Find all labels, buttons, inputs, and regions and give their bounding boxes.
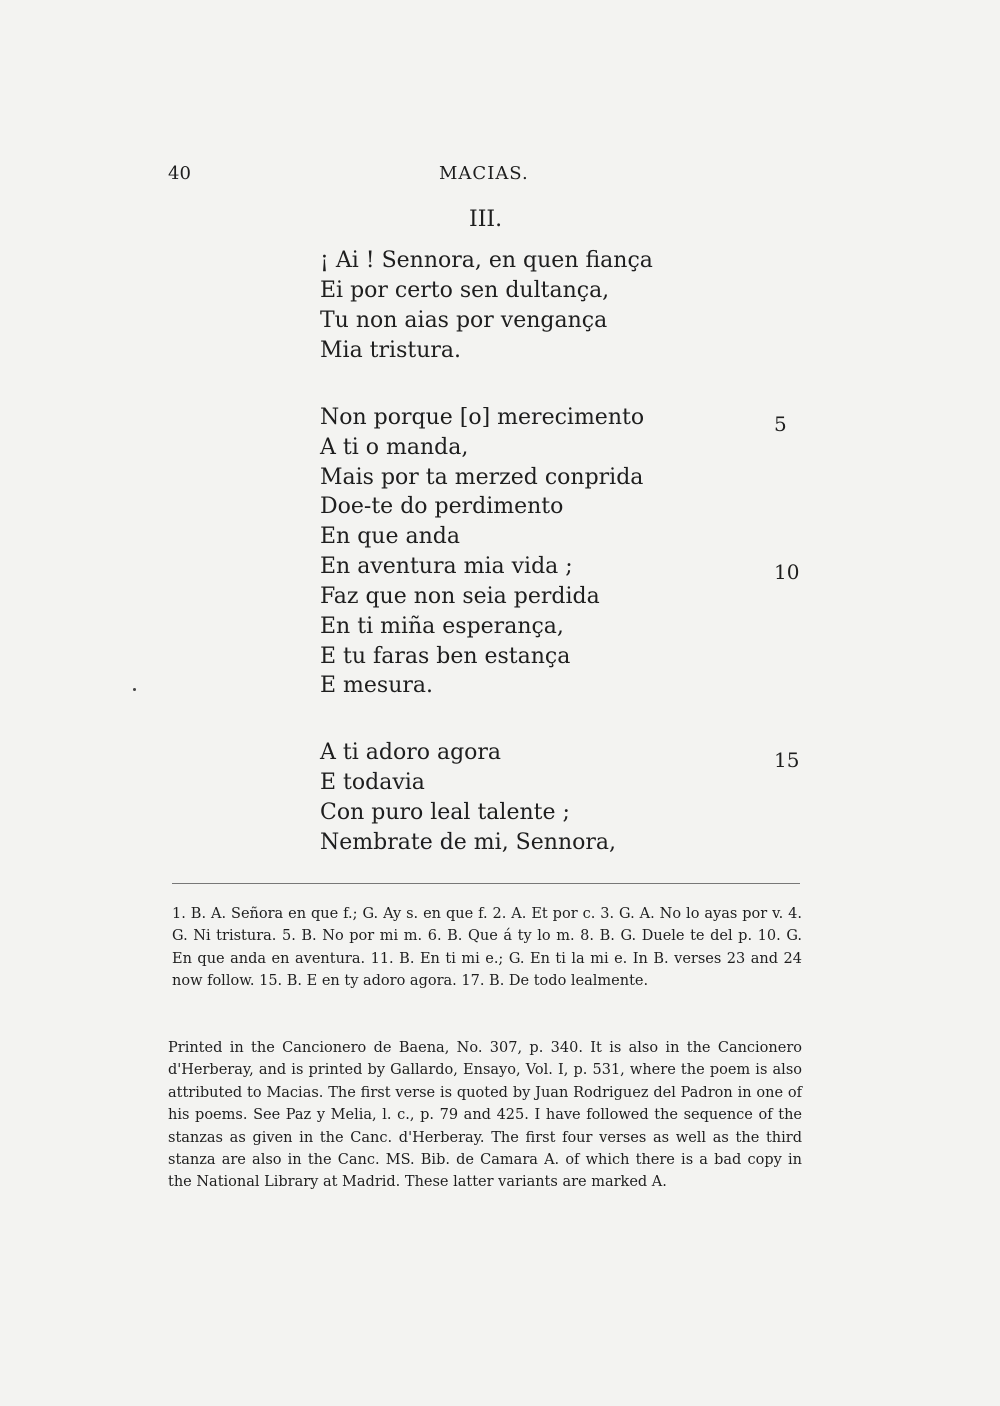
- editorial-note: [168, 1037, 802, 1194]
- verse-line: Mia tristura.: [320, 338, 461, 363]
- verse-line: Doe-te do perdimento: [320, 494, 564, 519]
- line-number: 5: [774, 412, 787, 436]
- verse-line: En que anda: [320, 524, 460, 549]
- line-number: 10: [774, 560, 800, 584]
- verse-line: Faz que non seia perdida: [320, 584, 600, 609]
- verse-line: En aventura mia vida ;: [320, 554, 573, 579]
- footnotes-text: 1. B. A. Señora en que f.; G. Ay s. en que f. 2. A. Et por c. 3. G. A. No lo ayas por v. 4. G. Ni tristura. 5. B. No por mi m. 6. B. Que á ty lo m. 8. B. G. Duele te del p. 10. G. En que anda en aventura. 11. B. En ti mi e.; G. En ti la mi e. In B. verses 23 and 24 now follow. 15. B. E en ty adoro agora. 17. B. De todo lealmente.: [172, 906, 802, 990]
- verse-line: En ti miña esperança,: [320, 614, 564, 639]
- section-heading: III.: [469, 207, 503, 232]
- speck-mark: [133, 688, 136, 691]
- verse-line: Tu non aias por vengança: [320, 308, 608, 333]
- footnote-rule: [172, 883, 800, 884]
- verse-line: Mais por ta merzed conprida: [320, 465, 644, 490]
- editorial-note-text: Printed in the Cancionero de Baena, No. 307, p. 340. It is also in the Cancionero d'Herberay, and is printed by Gallardo, Ensayo, Vol. I, p. 531, where the poem is also attributed to Macias. The first verse is quoted by Juan Rodriguez del Padron in one of his poems. See Paz y Melia, l. c., p. 79 and 425. I have followed the sequence of the stanzas as given in the Canc. d'Herberay. The first four verses as well as the third stanza are also in the Canc. MS. Bib. de Camara A. of which there is a bad copy in the National Library at Madrid. These latter variants are marked A.: [168, 1040, 802, 1191]
- verse-line: A ti adoro agora: [320, 740, 502, 765]
- footnotes: [172, 903, 802, 993]
- verse-line: Nembrate de mi, Sennora,: [320, 830, 616, 855]
- verse-line: Con puro leal talente ;: [320, 800, 570, 825]
- running-title: MACIAS.: [439, 163, 529, 184]
- verse-line: A ti o manda,: [320, 435, 469, 460]
- verse-line: E todavia: [320, 770, 425, 795]
- verse-line: ¡ Ai ! Sennora, en quen fiança: [320, 248, 653, 273]
- verse-line: Ei por certo sen dultança,: [320, 278, 610, 303]
- verse-line: Non porque [o] merecimento: [320, 405, 645, 430]
- verse-line: E mesura.: [320, 673, 434, 698]
- line-number: 15: [774, 748, 800, 772]
- verse-line: E tu faras ben estança: [320, 644, 571, 669]
- page-number: 40: [168, 163, 191, 184]
